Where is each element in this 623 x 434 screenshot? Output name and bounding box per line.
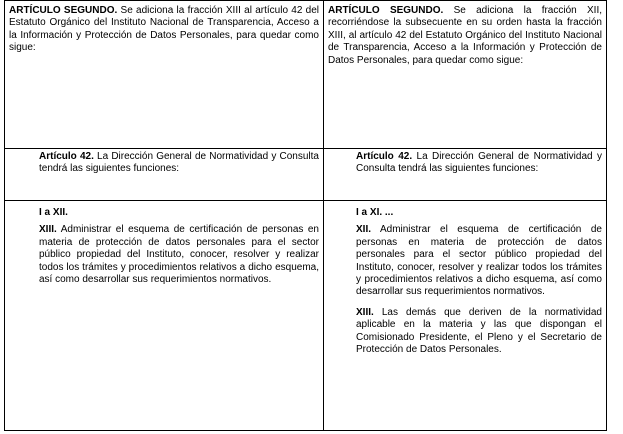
- row3-right-cell: [356, 207, 602, 356]
- row2-left-text: La Dirección General de Normatividad y Consulta tendrá las siguientes funciones:: [39, 151, 319, 175]
- row-divider-1: [5, 148, 606, 149]
- row3-right-xiii-text: Las demás que deriven de la normatividad aplicable en la materia y las que dispongan el Comisionado Presidente, el Pleno y el Secretario de Protección de Datos Personales.: [356, 306, 602, 356]
- row2-left-heading: Artículo 42.: [39, 151, 94, 162]
- row3-right-xii-label: XII.: [356, 224, 372, 236]
- row1-left-paragraph: [9, 5, 319, 55]
- row2-left-cell: [39, 151, 319, 176]
- row2-right-cell: [356, 151, 602, 176]
- column-divider: [323, 1, 324, 430]
- row3-right-range: I a XI. ...: [356, 207, 394, 218]
- row1-left-heading: ARTÍCULO SEGUNDO.: [9, 5, 118, 16]
- row2-right-heading: Artículo 42.: [356, 151, 413, 162]
- row3-left-xiii-paragraph: [39, 224, 319, 286]
- row1-left-text: Se adiciona la fracción XIII al artículo 42 del Estatuto Orgánico del Instituto Nacional de Transparencia, Acceso a la Información y Protección de Datos Personales, para quedar como sigue:: [9, 5, 320, 54]
- row2-left-paragraph: [39, 151, 319, 176]
- row3-left-xiii-label: XIII.: [39, 224, 57, 236]
- row3-right-xiii-label: XIII.: [356, 306, 374, 318]
- row3-left-xiii-text: Administrar el esquema de certificación de personas en materia de protección de datos personales para el sector público propiedad del Instituto, conocer, resolver y realizar todos los trámites y procedimientos relativos a dicho esquema, así como desarrollar sus requerimientos normativos.: [39, 224, 319, 286]
- row3-right-xii-text: Administrar el esquema de certificación de personas en materia de protección de datos personales para el sector público propiedad del Instituto, conocer, resolver y realizar todos los trámites y procedimientos relativos a dicho esquema, así como desarrollar sus requerimientos normativos.: [356, 224, 602, 298]
- comparison-table: [4, 0, 607, 431]
- row1-left-cell: [9, 5, 319, 55]
- row2-right-text: La Dirección General de Normatividad y Consulta tendrá las siguientes funciones:: [356, 151, 602, 175]
- row2-right-paragraph: [356, 151, 602, 176]
- row1-right-text: Se adiciona la fracción XII, recorriéndose la subsecuente en su orden hasta la fracción XIII, al artículo 42 del Estatuto Orgánico del Instituto Nacional de Transparencia, Acceso a la Información y Protección de Datos Personales, para quedar como sigue:: [328, 5, 602, 66]
- row1-right-cell: [328, 5, 602, 67]
- row1-right-heading: ARTÍCULO SEGUNDO.: [328, 5, 444, 16]
- row3-right-xiii-paragraph: [356, 307, 602, 357]
- row3-left-range: I a XII.: [39, 207, 68, 218]
- row-divider-2: [5, 200, 606, 201]
- row1-right-paragraph: [328, 5, 602, 67]
- row3-left-cell: [39, 207, 319, 286]
- row3-right-xii-paragraph: [356, 224, 602, 298]
